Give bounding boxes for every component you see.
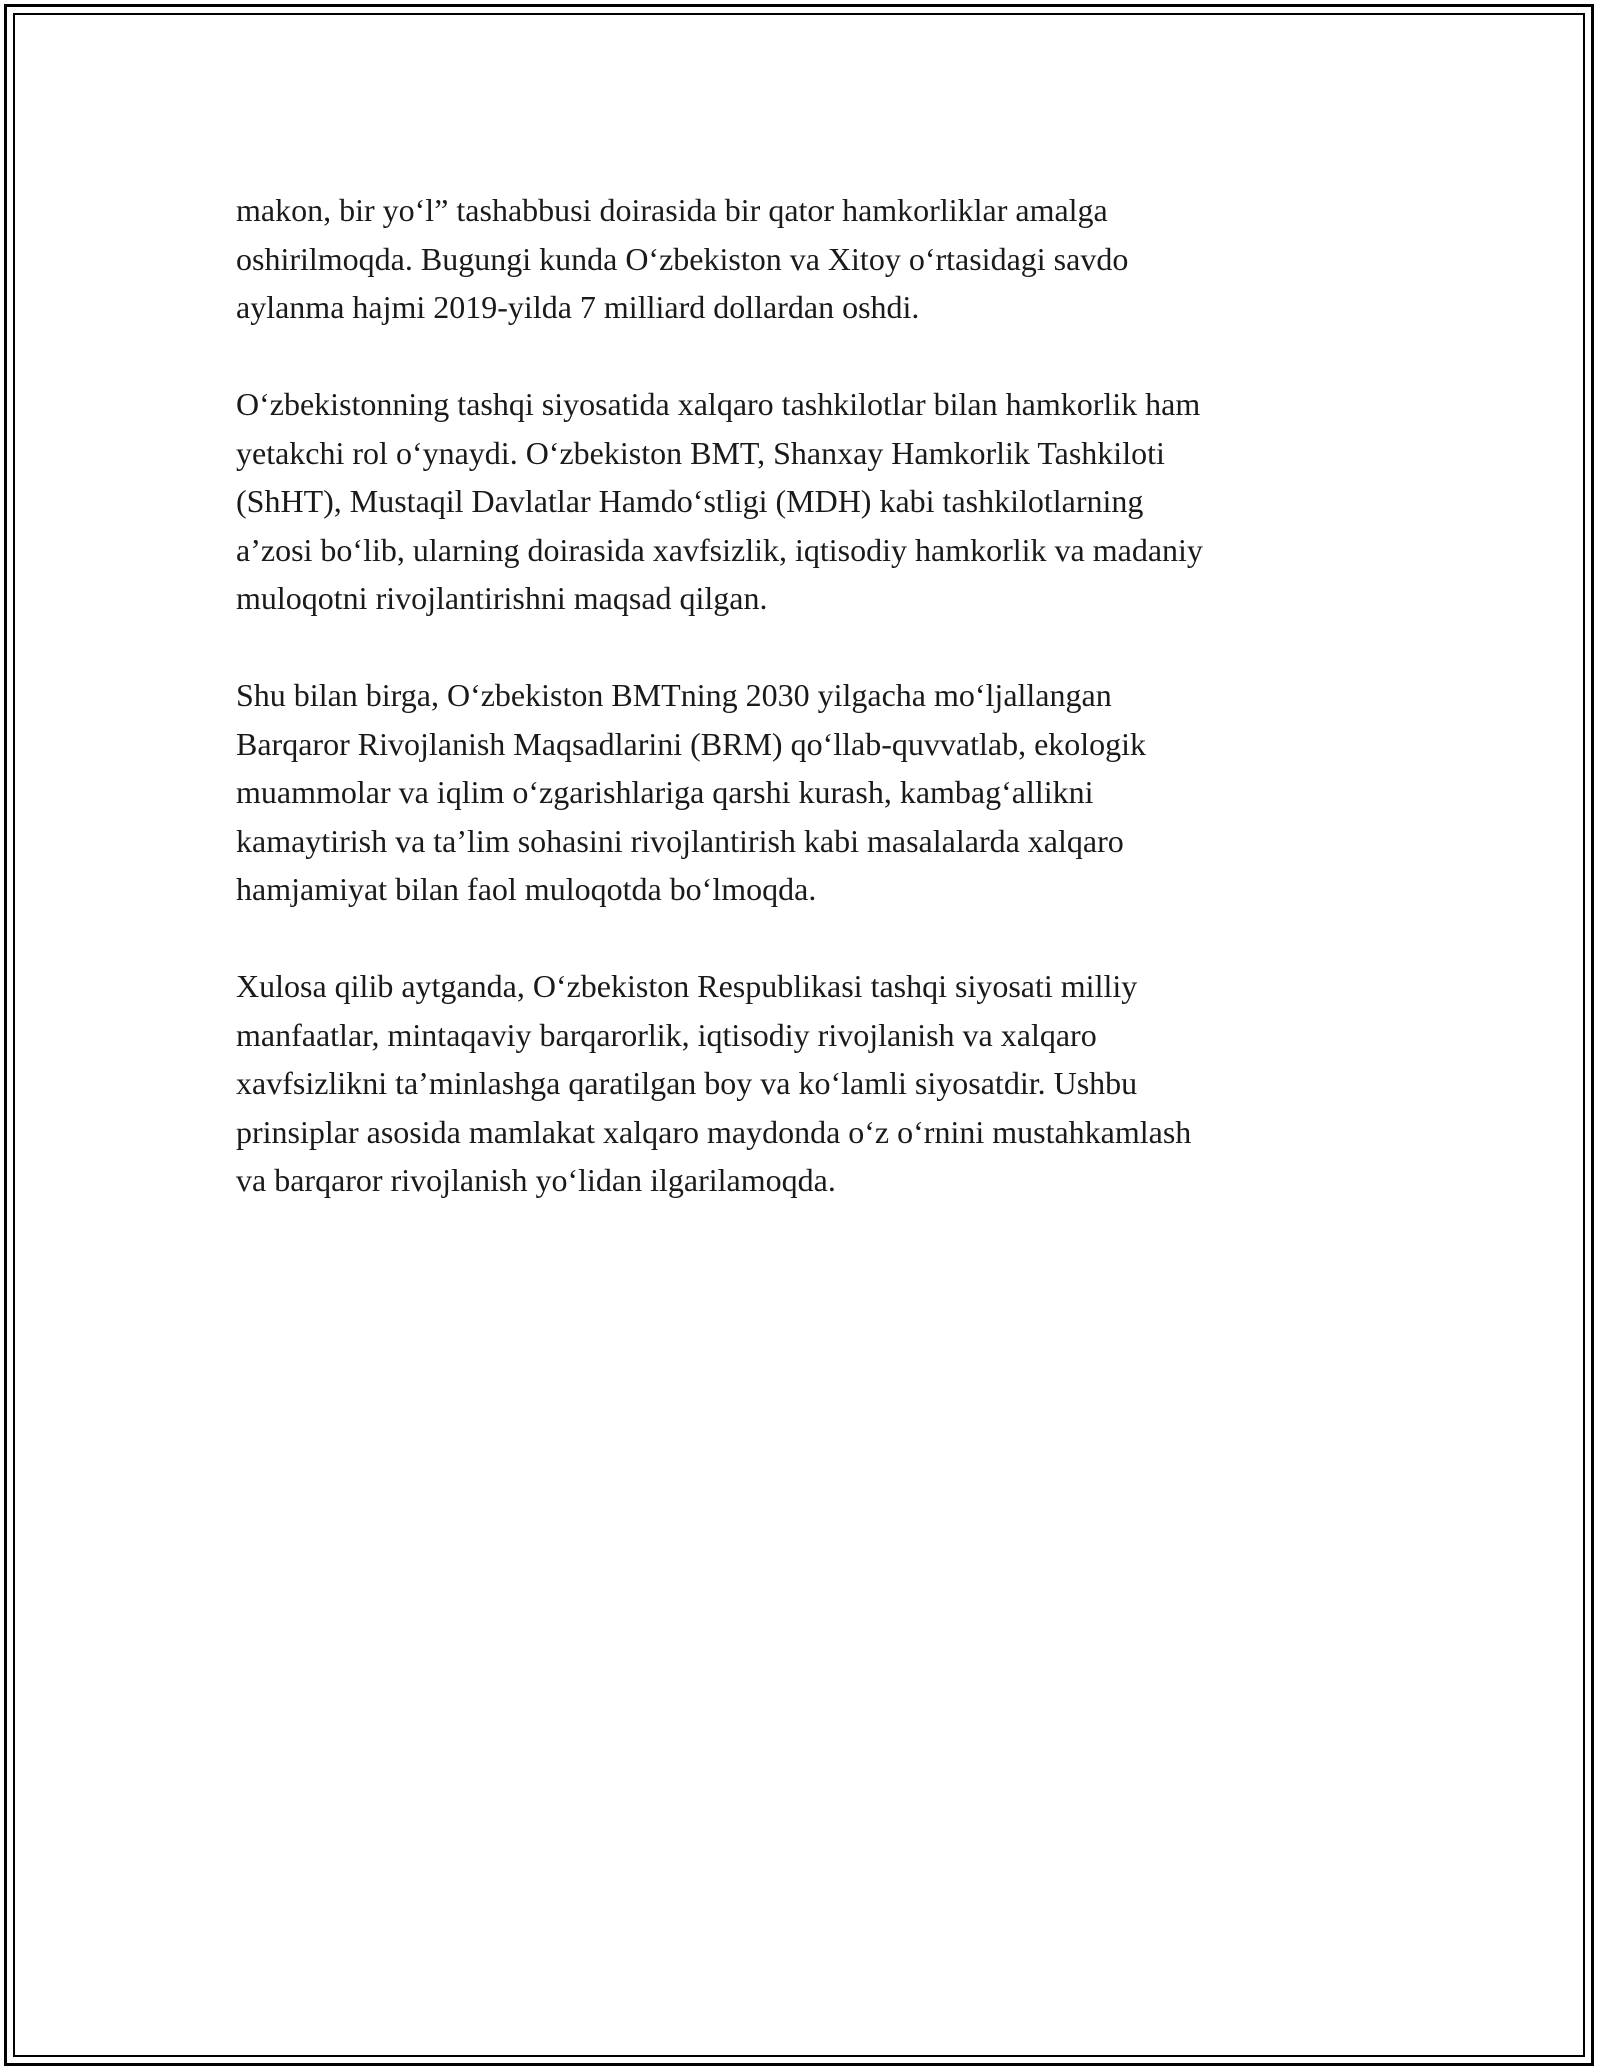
paragraph-4: Xulosa qilib aytganda, Oʻzbekiston Respublikasi tashqi siyosati milliy manfaatlar, mintaqaviy barqarorlik, iqtisodiy rivojlanish va xalqaro xavfsizlikni ta’minlashga qaratilgan boy va koʻlamli siyosatdir. Ushbu prinsiplar asosida mamlakat xalqaro maydonda oʻz oʻrnini mustahkamlash va barqaror rivojlanish yoʻlidan ilgarilamoqda.: [236, 968, 1192, 1198]
paragraph-1: makon, bir yoʻl” tashabbusi doirasida bir qator hamkorliklar amalga oshirilmoqda. Bugungi kunda Oʻzbekiston va Xitoy oʻrtasidagi savdo aylanma hajmi 2019-yilda 7 milliard dollardan oshdi.: [236, 192, 1129, 325]
paragraph-3: Shu bilan birga, Oʻzbekiston BMTning 2030 yilgacha moʻljallangan Barqaror Rivojlanish Maqsadlarini (BRM) qoʻllab-quvvatlab, ekologik muammolar va iqlim oʻzgarishlariga qarshi kurash, kambagʻallikni kamaytirish va ta’lim sohasini rivojlantirish kabi masalalarda xalqaro hamjamiyat bilan faol muloqotda boʻlmoqda.: [236, 677, 1147, 907]
paragraph-2: Oʻzbekistonning tashqi siyosatida xalqaro tashkilotlar bilan hamkorlik ham yetakchi rol oʻynaydi. Oʻzbekiston BMT, Shanxay Hamkorlik Tashkiloti (ShHT), Mustaqil Davlatlar Hamdoʻstligi (MDH) kabi tashkilotlarning a’zosi boʻlib, ularning doirasida xavfsizlik, iqtisodiy hamkorlik va madaniy muloqotni rivojlantirishni maqsad qilgan.: [236, 386, 1203, 616]
document-body: [236, 186, 1386, 1253]
